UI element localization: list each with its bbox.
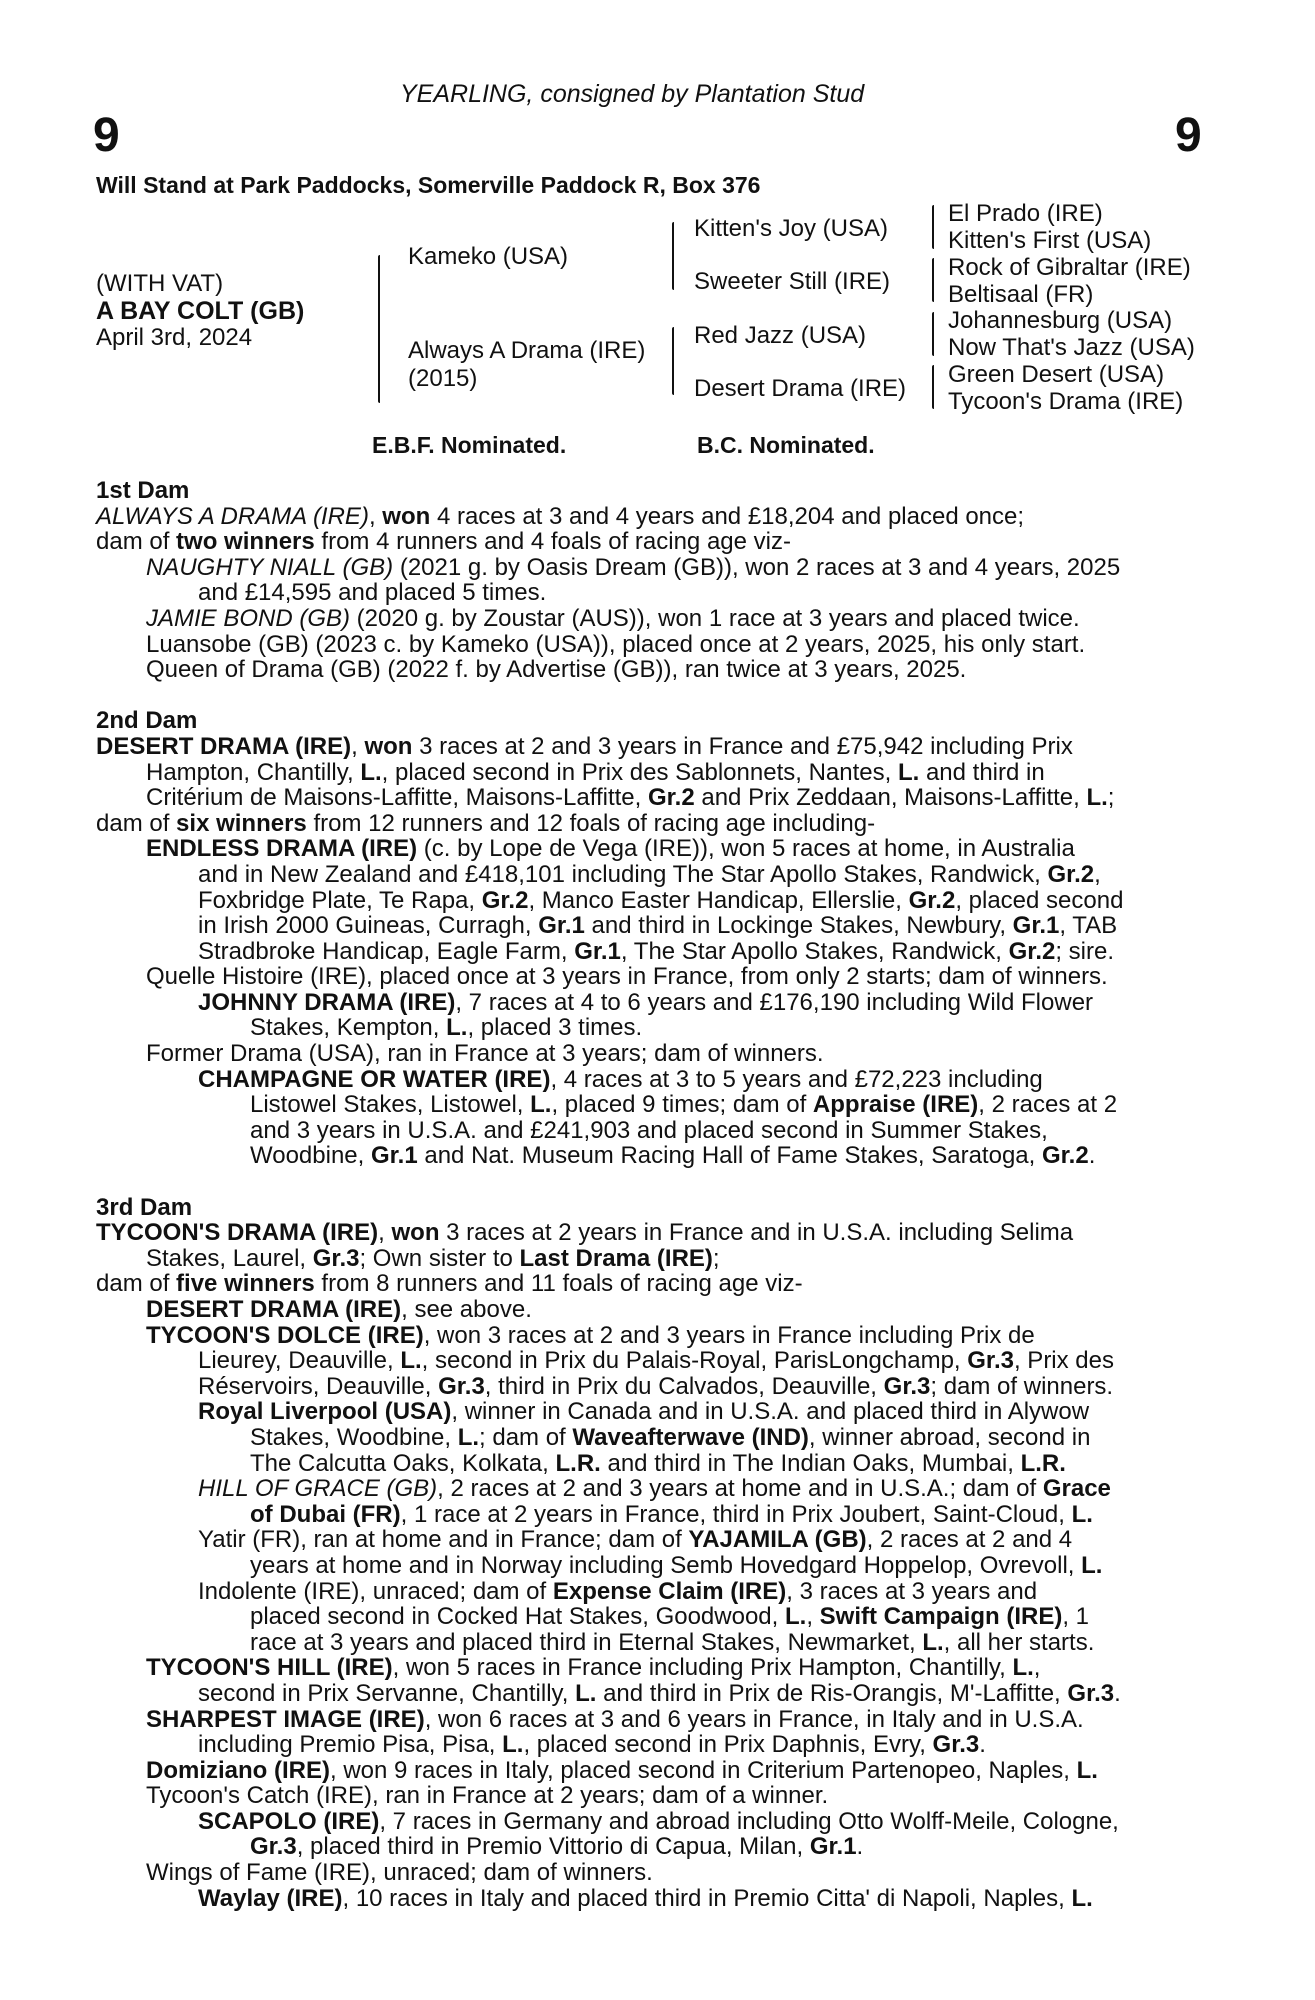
bc-nomination: B.C. Nominated. — [697, 432, 875, 458]
first-dam-block: ALWAYS A DRAMA (IRE), won 4 races at 3 and 4 years and £18,204 and placed once; dam of two winners from 4 runners and 4 foals of racing age viz- NAUGHTY NIALL (GB) (2021 g. by Oasis Dream (GB)), won 2 races at 3 and 4 years, 2025 and £14,595 and placed 5 times. JAMIE BOND (GB) (2020 g. by Zoustar (AUS)), won 1 race at 3 years and placed twice. Luansobe (GB) (2023 c. by Kameko (USA)), placed once at 2 years, 2025, his only start. Queen of Drama (GB) (2022 f. by Advertise (GB)), ran twice at 3 years, 2025. — [96, 504, 1206, 683]
lot-number-right: 9 — [1175, 109, 1202, 162]
pedigree-dam: Always A Drama (IRE) — [408, 337, 646, 364]
pedigree-dam-year: (2015) — [408, 365, 478, 392]
list-item: TYCOON'S DOLCE (IRE), won 3 races at 2 and 3 years in France including Prix de — [146, 1321, 1035, 1349]
pedigree-brace-g3-3 — [932, 312, 934, 356]
pedigree-gen3-2: Kitten's First (USA) — [948, 227, 1152, 254]
pedigree-brace-dam — [672, 327, 674, 395]
pedigree-dam-sire: Red Jazz (USA) — [694, 322, 867, 349]
list-item: Waylay (IRE), 10 races in Italy and placed third in Premio Citta' di Napoli, Naples, L. — [198, 1884, 1093, 1912]
pedigree-brace-g3-1 — [932, 205, 934, 249]
list-item: TYCOON'S HILL (IRE), won 5 races in France including Prix Hampton, Chantilly, L., — [146, 1654, 1041, 1682]
second-dam-block: DESERT DRAMA (IRE), won 3 races at 2 and 3 years in France and £75,942 including Prix Hampton, Chantilly, L., placed second in Prix des Sablonnets, Nantes, L. and third in Critérium de Maisons-Laffitte, Maisons-Laffitte, Gr.2 and Prix Zeddaan, Maisons-Laffitte, L.; dam of six winners from 12 runners and 12 foals of racing age including- ENDLESS DRAMA (IRE) (c. by Lope de Vega (IRE)), won 5 races at home, in Australia and in New Zealand and £418,101 including The Star Apollo Stakes, Randwick, Gr.2, Foxbridge Plate, Te Rapa, Gr.2, Manco Easter Handicap, Ellerslie, Gr.2, placed second in Irish 2000 Guineas, Curragh, Gr.1 and third in Lockinge Stakes, Newbury, Gr.1, TAB Stradbroke Handicap, Eagle Farm, Gr.1, The Star Apollo Stakes, Randwick, Gr.2; sire. Quelle Histoire (IRE), placed once at 3 years in France, from only 2 starts; dam of winners. JOHNNY DRAMA (IRE), 7 races at 4 to 6 years and £176,190 including Wild Flower Stakes, Kempton, L., placed 3 times. Former Drama (USA), ran in France at 3 years; dam of winners. CHAMPAGNE OR WATER (IRE), 4 races at 3 to 5 years and £72,223 including Listowel Stakes, Listowel, L., placed 9 times; dam of Appraise (IRE), 2 races at 2 and 3 years in U.S.A. and £241,903 and placed second in Summer Stakes, Woodbine, Gr.1 and Nat. Museum Racing Hall of Fame Stakes, Saratoga, Gr.2. — [96, 734, 1206, 1169]
list-item: SHARPEST IMAGE (IRE), won 6 races at 3 and 6 years in France, in Italy and in U.S.A. — [146, 1705, 1084, 1733]
second-dam-heading: 2nd Dam — [96, 707, 198, 735]
list-item: Royal Liverpool (USA), winner in Canada and in U.S.A. and placed third in Alywow — [198, 1398, 1090, 1426]
list-item: ENDLESS DRAMA (IRE) (c. by Lope de Vega (IRE)), won 5 races at home, in Australia — [146, 835, 1075, 863]
list-item: JOHNNY DRAMA (IRE), 7 races at 4 to 6 years and £176,190 including Wild Flower — [198, 988, 1094, 1016]
pedigree-sire-dam: Sweeter Still (IRE) — [694, 268, 891, 295]
pedigree-gen3-1: El Prado (IRE) — [948, 200, 1103, 227]
list-item: DESERT DRAMA (IRE), see above. — [146, 1296, 532, 1323]
pedigree-gen3-5: Johannesburg (USA) — [948, 307, 1173, 334]
list-item: Quelle Histoire (IRE), placed once at 3 years in France, from only 2 starts; dam of winners. — [146, 963, 1108, 991]
list-item: Domiziano (IRE), won 9 races in Italy, placed second in Criterium Partenopeo, Naples, L. — [146, 1756, 1098, 1784]
third-dam-block: TYCOON'S DRAMA (IRE), won 3 races at 2 years in France and in U.S.A. including Selima Stakes, Laurel, Gr.3; Own sister to Last Drama (IRE); dam of five winners from 8 runners and 11 foals of racing age viz- DESERT DRAMA (IRE), see above. TYCOON'S DOLCE (IRE), won 3 races at 2 and 3 years in France including Prix de Lieurey, Deauville, L., second in Prix du Palais-Royal, ParisLongchamp, Gr.3, Prix des Réservoirs, Deauville, Gr.3, third in Prix du Calvados, Deauville, Gr.3; dam of winners. Royal Liverpool (USA), winner in Canada and in U.S.A. and placed third in Alywow Stakes, Woodbine, L.; dam of Waveafterwave (IND), winner abroad, second in The Calcutta Oaks, Kolkata, L.R. and third in The Indian Oaks, Mumbai, L.R. HILL OF GRACE (GB), 2 races at 2 and 3 years at home and in U.S.A.; dam of Grace of Dubai (FR), 1 race at 2 years in France, third in Prix Joubert, Saint-Cloud, L. Yatir (FR), ran at home and in France; dam of YAJAMILA (GB), 2 races at 2 and 4 years at home and in Norway including Semb Hovedgard Hoppelop, Ovrevoll, L. Indolente (IRE), unraced; dam of Expense Claim (IRE), 3 races at 3 years and placed second in Cocked Hat Stakes, Goodwood, L., Swift Campaign (IRE), 1 race at 3 years and placed third in Eternal Stakes, Newmarket, L., all her starts. TYCOON'S HILL (IRE), won 5 races in France including Prix Hampton, Chantilly, L., second in Prix Servanne, Chantilly, L. and third in Prix de Ris-Orangis, M'-Laffitte, Gr.3. SHARPEST IMAGE (IRE), won 6 races at 3 and 6 years in France, in Italy and in U.S.A. including Premio Pisa, Pisa, L., placed second in Prix Daphnis, Evry, Gr.3. Domiziano (IRE), won 9 races in Italy, placed second in Criterium Partenopeo, Naples, L. Tycoon's Catch (IRE), ran in France at 2 years; dam of a winner. SCAPOLO (IRE), 7 races in Germany and abroad including Otto Wolff-Meile, Cologne, Gr.3, placed third in Premio Vittorio di Capua, Milan, Gr.1. Wings of Fame (IRE), unraced; dam of winners. Waylay (IRE), 10 races in Italy and placed third in Premio Citta' di Napoli, Naples, L. — [96, 1220, 1206, 1911]
pedigree-gen3-8: Tycoon's Drama (IRE) — [948, 388, 1184, 415]
pedigree-gen3-3: Rock of Gibraltar (IRE) — [948, 254, 1191, 281]
list-item: Yatir (FR), ran at home and in France; dam of YAJAMILA (GB), 2 races at 2 and 4 — [198, 1526, 1073, 1554]
list-item: Former Drama (USA), ran in France at 3 years; dam of winners. — [146, 1040, 824, 1068]
list-item: Queen of Drama (GB) (2022 f. by Advertise (GB)), ran twice at 3 years, 2025. — [146, 656, 967, 684]
list-item: JAMIE BOND (GB) (2020 g. by Zoustar (AUS)), won 1 race at 3 years and placed twice. — [146, 604, 1080, 632]
pedigree-gen3-7: Green Desert (USA) — [948, 361, 1165, 388]
list-item: NAUGHTY NIALL (GB) (2021 g. by Oasis Dream (GB)), won 2 races at 3 and 4 years, 2025 — [146, 553, 1121, 581]
catalogue-page-title: YEARLING, consigned by Plantation Stud — [400, 80, 865, 108]
list-item: Wings of Fame (IRE), unraced; dam of winners. — [146, 1859, 653, 1887]
vat-note: (WITH VAT) — [96, 270, 224, 297]
list-item: Indolente (IRE), unraced; dam of Expense Claim (IRE), 3 races at 3 years and — [198, 1577, 1038, 1605]
list-item: CHAMPAGNE OR WATER (IRE), 4 races at 3 to 5 years and £72,223 including — [198, 1065, 1043, 1093]
ebf-nomination: E.B.F. Nominated. — [372, 432, 567, 458]
pedigree-dam-dam: Desert Drama (IRE) — [694, 375, 907, 402]
horse-name: A BAY COLT (GB) — [96, 297, 305, 325]
stand-location: Will Stand at Park Paddocks, Somerville Paddock R, Box 376 — [96, 172, 761, 198]
list-item: Tycoon's Catch (IRE), ran in France at 2 years; dam of a winner. — [146, 1782, 829, 1810]
list-item: SCAPOLO (IRE), 7 races in Germany and abroad including Otto Wolff-Meile, Cologne, — [198, 1807, 1119, 1835]
pedigree-brace-sire — [672, 222, 674, 290]
pedigree-sire-sire: Kitten's Joy (USA) — [694, 215, 888, 242]
pedigree-brace-g3-2 — [932, 258, 934, 302]
list-item: HILL OF GRACE (GB), 2 races at 2 and 3 years at home and in U.S.A.; dam of Grace — [198, 1475, 1111, 1503]
list-item: Luansobe (GB) (2023 c. by Kameko (USA)), placed once at 2 years, 2025, his only start. — [146, 630, 1086, 658]
produce-record — [96, 478, 1206, 1911]
foaling-date: April 3rd, 2024 — [96, 324, 253, 351]
first-dam-heading: 1st Dam — [96, 477, 190, 504]
pedigree-brace-gen1 — [378, 255, 380, 403]
lot-number-left: 9 — [93, 109, 120, 162]
pedigree-gen3-4: Beltisaal (FR) — [948, 281, 1094, 308]
pedigree-sire: Kameko (USA) — [408, 243, 569, 270]
third-dam-heading: 3rd Dam — [96, 1193, 193, 1221]
pedigree-gen3-6: Now That's Jazz (USA) — [948, 334, 1195, 361]
pedigree-brace-g3-4 — [932, 365, 934, 409]
